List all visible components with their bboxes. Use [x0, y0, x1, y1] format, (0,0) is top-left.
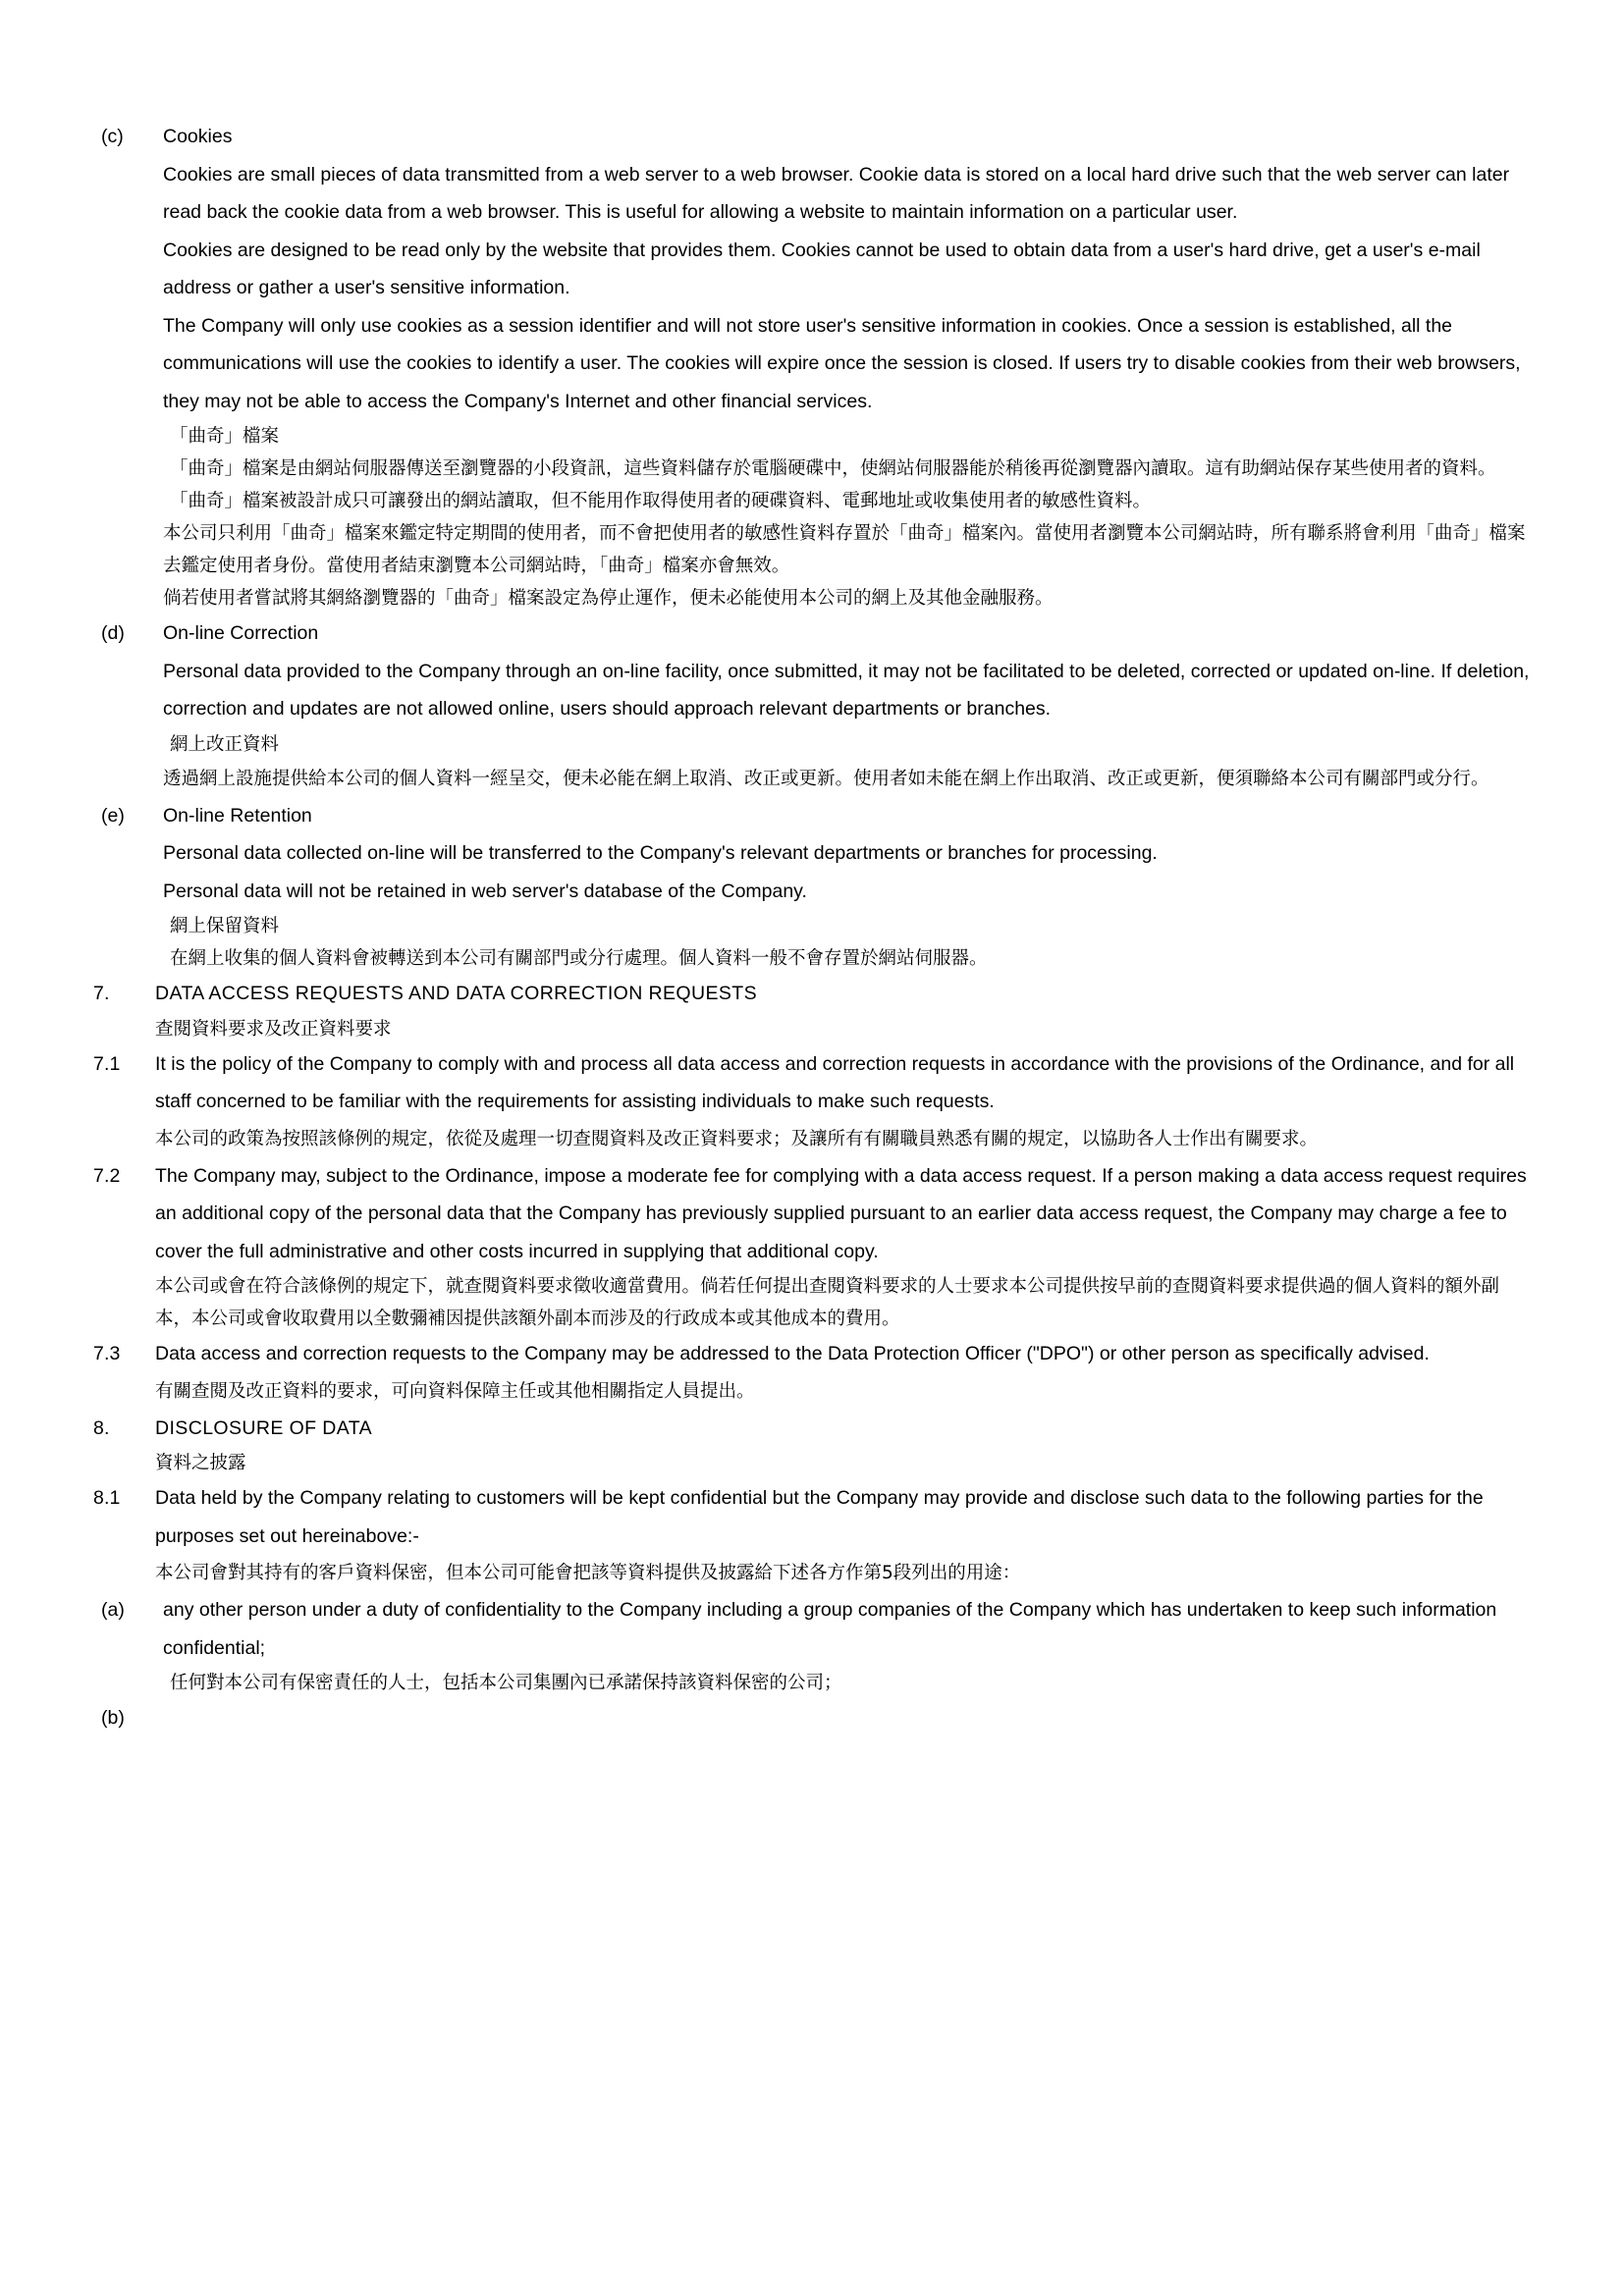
clause-title-8-zh: 資料之披露 [155, 1453, 246, 1473]
heading-text-zh: 「曲奇」檔案 [170, 426, 280, 447]
paragraph-c-en-3 [93, 307, 1530, 421]
clause-text-en: The Company may, subject to the Ordinance, impose a moderate fee for complying with a data access request. If a person making a data access request requires an additional copy of the personal data that the Company has previously supplied pursuant to an earlier data access request, the Company may charge a fee to cover the full administrative and other costs incurred in supplying that additional copy. [155, 1164, 1527, 1262]
clause-title-7-en: DATA ACCESS REQUESTS AND DATA CORRECTION REQUESTS [155, 983, 758, 1004]
clause-text-en: Data held by the Company relating to customers will be kept confidential but the Company may provide and disclose such data to the following parties for the purposes set out hereinabove:- [155, 1487, 1484, 1547]
clause-title-8-en: DISCLOSURE OF DATA [155, 1416, 373, 1439]
heading-text-zh: 網上改正資料 [170, 733, 280, 755]
paragraph-d-en-1 [93, 653, 1530, 728]
list-item-d-title: On-line Correction [163, 622, 319, 644]
paragraph-text: Personal data provided to the Company through an on-line facility, once submitted, it may not be facilitated to be deleted, corrected or updated on-line. If deletion, correction and updates are not allowed online, users should approach relevant departments or branches. [163, 660, 1530, 720]
heading-c-zh [93, 420, 1530, 453]
heading-d-zh [93, 728, 1530, 761]
clause-8-heading-zh [93, 1447, 1530, 1479]
clause-7-3 [93, 1335, 1530, 1373]
clause-text-en: It is the policy of the Company to comply with and process all data access and correction requests in accordance with the provisions of the Ordinance, and for all staff concerned to be familiar with the requirements for assisting individuals to make such requests. [155, 1052, 1515, 1112]
heading-e-zh [93, 910, 1530, 942]
paragraph-c-en-1 [93, 156, 1530, 232]
paragraph-e-en-1 [93, 834, 1530, 873]
clause-number-8-1: 8.1 [93, 1487, 121, 1509]
paragraph-text: Personal data collected on-line will be transferred to the Company's relevant departments or branches for processing. [163, 842, 1158, 864]
list-item-e-heading [93, 797, 1530, 835]
clause-7-2 [93, 1157, 1530, 1271]
paragraph-text-zh: 「曲奇」檔案被設計成只可讓發出的網站讀取，但不能用作取得使用者的硬碟資料、電郵地址或收集使用者的敏感性資料。 [170, 491, 1152, 511]
paragraph-text: Cookies are small pieces of data transmitted from a web server to a web browser. Cookie data is stored on a local hard drive such that the web server can later read back the cookie data from a web browser. This is useful for allowing a website to maintain information on a particular user. [163, 163, 1510, 223]
paragraph-text: Cookies are designed to be read only by the website that provides them. Cookies cannot be used to obtain data from a user's hard drive, get a user's e-mail address or gather a user's sensitive information. [163, 239, 1481, 298]
paragraph-e-en-2 [93, 873, 1530, 911]
clause-text-en: Data access and correction requests to the Company may be addressed to the Data Protection Officer ("DPO") or other person as specifically advised. [155, 1343, 1430, 1364]
clause-8-1-subitem-b [93, 1699, 1530, 1737]
paragraph-e-zh-1 [93, 942, 1530, 975]
clause-number-7-1: 7.1 [93, 1052, 121, 1075]
paragraph-d-zh-1 [93, 761, 1530, 797]
list-item-c-title: Cookies [163, 126, 233, 147]
clause-7-2-zh [93, 1270, 1530, 1335]
paragraph-c-zh-1 [93, 453, 1530, 485]
clause-8-1-subitem-a-zh [93, 1667, 1530, 1699]
paragraph-text-zh: 倘若使用者嘗試將其網絡瀏覽器的「曲奇」檔案設定為停止運作，便未必能使用本公司的網上及其他金融服務。 [163, 588, 1054, 609]
paragraph-c-en-2 [93, 232, 1530, 307]
clause-8-1 [93, 1479, 1530, 1555]
clause-number-7-2: 7.2 [93, 1164, 121, 1187]
clause-text-zh: 有關查閱及改正資料的要求，可向資料保障主任或其他相關指定人員提出。 [155, 1380, 755, 1402]
list-marker-c: (c) [101, 126, 124, 147]
list-item-e-title: On-line Retention [163, 804, 312, 827]
list-marker-b: (b) [101, 1707, 125, 1729]
paragraph-text: Personal data will not be retained in web server's database of the Company. [163, 880, 807, 902]
subitem-text-en: any other person under a duty of confidentiality to the Company including a group companies of the Company which has undertaken to keep such information confidential; [163, 1599, 1497, 1659]
clause-7-3-zh [93, 1373, 1530, 1410]
list-item-d-heading [93, 614, 1530, 653]
clause-text-zh: 本公司會對其持有的客戶資料保密，但本公司可能會把該等資料提供及披露給下述各方作第5段列出的用途： [155, 1563, 1021, 1583]
list-item-c-heading [93, 118, 1530, 156]
list-marker-d: (d) [101, 622, 125, 644]
paragraph-text: The Company will only use cookies as a session identifier and will not store user's sensitive information in cookies. Once a session is established, all the communications will use the cookies to identify a user. The cookies will expire once the session is closed. If users try to disable cookies from their web browsers, they may not be able to access the Company's Internet and other financial services. [163, 314, 1521, 412]
clause-text-zh: 本公司的政策為按照該條例的規定，依從及處理一切查閱資料及改正資料要求；及讓所有有關職員熟悉有關的規定，以協助各人士作出有關要求。 [155, 1128, 1319, 1149]
paragraph-text-zh: 本公司只利用「曲奇」檔案來鑑定特定期間的使用者，而不會把使用者的敏感性資料存置於「曲奇」檔案內。當使用者瀏覽本公司網站時，所有聯系將會利用「曲奇」檔案去鑑定使用者身份。當使用者結束瀏覽本公司網站時，「曲奇」檔案亦會無效。 [163, 523, 1526, 576]
paragraph-c-zh-3 [93, 517, 1530, 582]
clause-title-7-zh: 查閱資料要求及改正資料要求 [155, 1018, 392, 1040]
heading-text-zh: 網上保留資料 [170, 916, 280, 936]
clause-text-zh: 本公司或會在符合該條例的規定下，就查閱資料要求徵收適當費用。倘若任何提出查閱資料要求的人士要求本公司提供按早前的查閱資料要求提供過的個人資料的額外副本，本公司或會收取費用以全數彌補因提供該額外副本而涉及的行政成本或其他成本的費用。 [155, 1276, 1500, 1329]
subitem-text-zh: 任何對本公司有保密責任的人士，包括本公司集團內已承諾保持該資料保密的公司； [170, 1673, 842, 1693]
clause-8-1-zh [93, 1555, 1530, 1591]
clause-number-8: 8. [93, 1416, 110, 1439]
paragraph-text-zh: 「曲奇」檔案是由網站伺服器傳送至瀏覽器的小段資訊，這些資料儲存於電腦硬碟中，使網站伺服器能於稍後再從瀏覽器內讀取。這有助網站保存某些使用者的資料。 [170, 458, 1496, 479]
clause-7-1 [93, 1045, 1530, 1121]
paragraph-c-zh-2 [93, 485, 1530, 517]
list-marker-a: (a) [101, 1599, 125, 1621]
paragraph-text-zh: 在網上收集的個人資料會被轉送到本公司有關部門或分行處理。個人資料一般不會存置於網站伺服器。 [170, 948, 988, 969]
clause-7-heading [93, 975, 1530, 1013]
clause-8-heading [93, 1410, 1530, 1448]
list-marker-e: (e) [101, 804, 125, 827]
clause-7-1-zh [93, 1121, 1530, 1157]
paragraph-c-zh-4 [93, 582, 1530, 614]
clause-number-7: 7. [93, 983, 110, 1004]
paragraph-text-zh: 透過網上設施提供給本公司的個人資料一經呈交，便未必能在網上取消、改正或更新。使用者如未能在網上作出取消、改正或更新，便須聯絡本公司有關部門或分行。 [163, 768, 1489, 789]
clause-7-heading-zh [93, 1013, 1530, 1045]
clause-number-7-3: 7.3 [93, 1343, 121, 1364]
clause-8-1-subitem-a [93, 1591, 1530, 1667]
